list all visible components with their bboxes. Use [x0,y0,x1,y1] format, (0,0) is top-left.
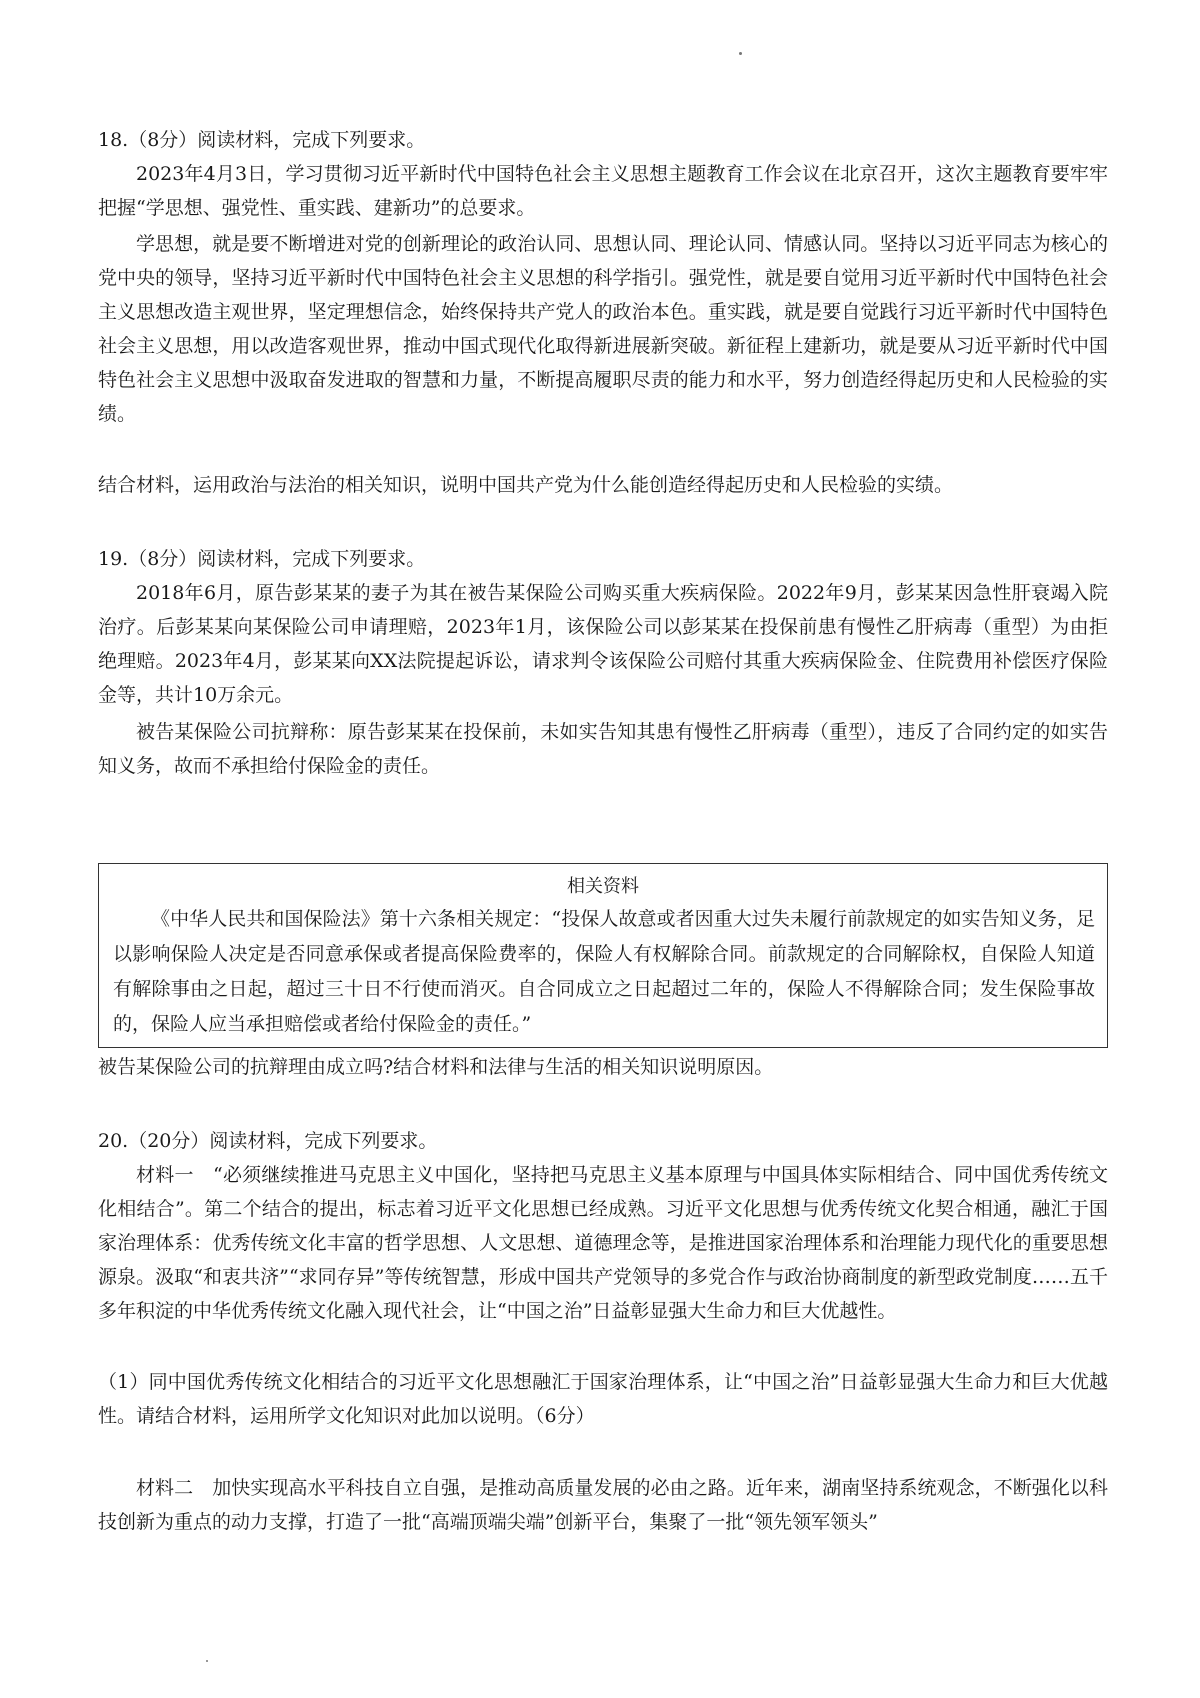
q19-material-1: 2018年6月，原告彭某某的妻子为其在被告某保险公司购买重大疾病保险。2022年9月，彭某某因急性肝衰竭入院治疗。后彭某某向某保险公司申请理赔，2023年1月，该保险公司以彭某某在投保前患有慢性乙肝病毒（重型）为由拒绝理赔。2023年4月，彭某某向XX法院提起诉讼，请求判令该保险公司赔付其重大疾病保险金、住院费用补偿医疗保险金等，共计10万余元。 [98,582,1108,706]
q19-material-2: 被告某保险公司抗辩称：原告彭某某在投保前，未如实告知其患有慢性乙肝病毒（重型），违反了合同约定的如实告知义务，故而不承担给付保险金的责任。 [98,721,1108,777]
q18-title: 18.（8分）阅读材料，完成下列要求。 [98,129,426,151]
scan-speck [739,52,742,55]
q18-material-1: 2023年4月3日，学习贯彻习近平新时代中国特色社会主义思想主题教育工作会议在北京召开，这次主题教育要牢牢把握“学思想、强党性、重实践、建新功”的总要求。 [98,163,1108,219]
related-materials-title: 相关资料 [567,876,639,897]
q18-material-2: 学思想，就是要不断增进对党的创新理论的政治认同、思想认同、理论认同、情感认同。坚持以习近平同志为核心的党中央的领导，坚持习近平新时代中国特色社会主义思想的科学指引。强党性，就是要自觉用习近平新时代中国特色社会主义思想改造主观世界，坚定理想信念，始终保持共产党人的政治本色。重实践，就是要自觉践行习近平新时代中国特色社会主义思想，用以改造客观世界，推动中国式现代化取得新进展新突破。新征程上建新功，就是要从习近平新时代中国特色社会主义思想中汲取奋发进取的智慧和力量，不断提高履职尽责的能力和水平，努力创造经得起历史和人民检验的实绩。 [98,233,1108,425]
insurance-law-excerpt: 《中华人民共和国保险法》第十六条相关规定：“投保人故意或者因重大过失未履行前款规定的如实告知义务，足以影响保险人决定是否同意承保或者提高保险费率的，保险人有权解除合同。前款规定的合同解除权，自保险人知道有解除事由之日起，超过三十日不行使而消灭。自合同成立之日起超过二年的，保险人不得解除合同；发生保险事故的，保险人应当承担赔偿或者给付保险金的责任。” [113,908,1095,1035]
q18-question: 结合材料，运用政治与法治的相关知识，说明中国共产党为什么能创造经得起历史和人民检验的实绩。 [98,474,954,496]
q20-title: 20.（20分）阅读材料，完成下列要求。 [98,1130,438,1152]
q19-title: 19.（8分）阅读材料，完成下列要求。 [98,548,426,570]
scan-speck [206,1660,208,1662]
q20-material-1: 材料一 “必须继续推进马克思主义中国化，坚持把马克思主义基本原理与中国具体实际相结合、同中国优秀传统文化相结合”。第二个结合的提出，标志着习近平文化思想已经成熟。习近平文化思想与优秀传统文化契合相通，融汇于国家治理体系：优秀传统文化丰富的哲学思想、人文思想、道德理念等，是推进国家治理体系和治理能力现代化的重要思想源泉。汲取“和衷共济”“求同存异”等传统智慧，形成中国共产党领导的多党合作与政治协商制度的新型政党制度……五千多年积淀的中华优秀传统文化融入现代社会，让“中国之治”日益彰显强大生命力和巨大优越性。 [98,1164,1108,1322]
q20-subquestion-1: （1）同中国优秀传统文化相结合的习近平文化思想融汇于国家治理体系，让“中国之治”日益彰显强大生命力和巨大优越性。请结合材料，运用所学文化知识对此加以说明。（6分） [98,1371,1108,1427]
q20-material-2: 材料二 加快实现高水平科技自立自强，是推动高质量发展的必由之路。近年来，湖南坚持系统观念，不断强化以科技创新为重点的动力支撑，打造了一批“高端顶端尖端”创新平台，集聚了一批“领先领军领头” [98,1477,1108,1533]
related-materials-box [98,863,1108,1048]
q19-question: 被告某保险公司的抗辩理由成立吗?结合材料和法律与生活的相关知识说明原因。 [98,1056,774,1078]
